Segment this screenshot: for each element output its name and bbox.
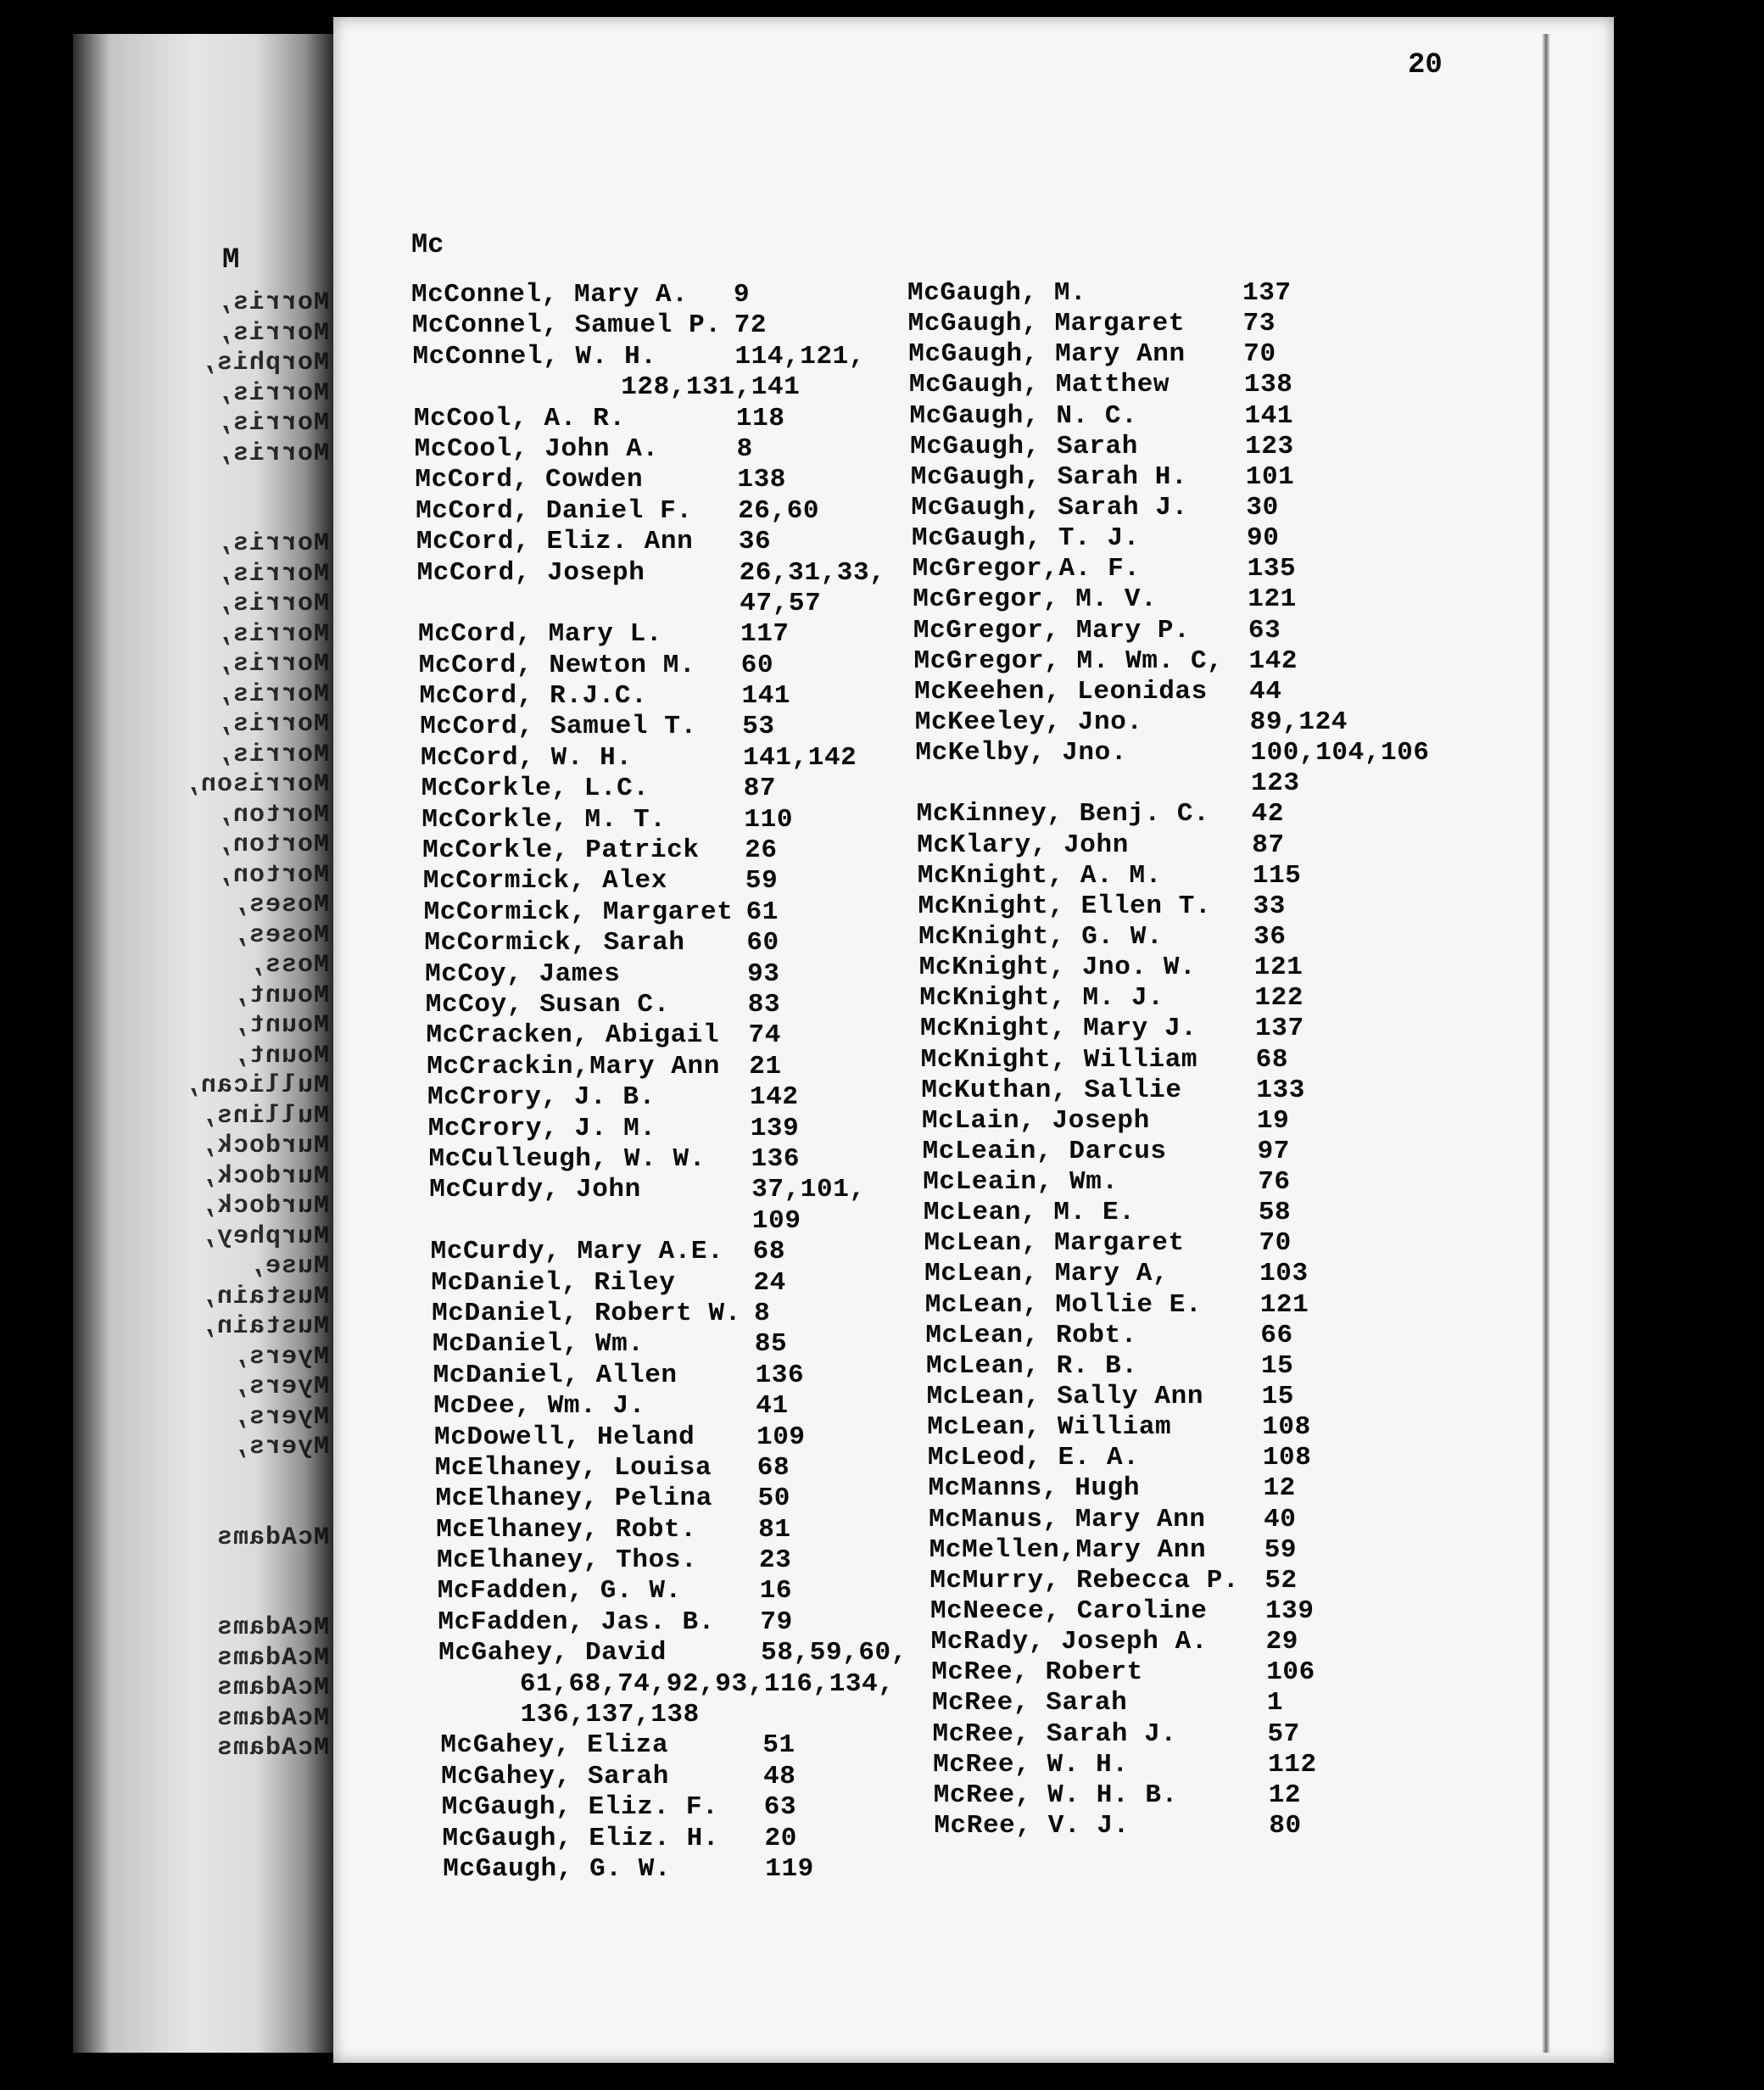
index-entry-name: McLeain, Wm.	[923, 1167, 1119, 1198]
index-entry-continuation: 136,137,138	[520, 1700, 700, 1730]
index-entry-pages: 83	[747, 990, 781, 1020]
index-entry-pages: 44	[1249, 676, 1282, 707]
index-entry-pages: 36	[1253, 921, 1287, 952]
index-entry-pages: 141	[1244, 400, 1294, 431]
index-entry-pages: 60	[746, 928, 779, 958]
index-entry-name: McDaniel, Robert W.	[432, 1298, 741, 1328]
index-entry-name: McManus, Mary Ann	[929, 1504, 1206, 1534]
index-entry-name: McLean, Mary A,	[924, 1259, 1169, 1289]
index-entry-pages: 142	[1248, 645, 1298, 676]
index-entry-pages: 137	[1255, 1014, 1304, 1044]
index-entry-pages: 48	[763, 1761, 796, 1791]
index-entry-name: McConnel, W. H.	[412, 341, 657, 372]
index-entry-name: McLean, Mollie E.	[924, 1289, 1203, 1320]
index-entry-pages: 24	[753, 1267, 786, 1298]
index-entry-name: McCormick, Sarah	[424, 928, 685, 958]
facing-page-line: Morton,	[215, 830, 329, 859]
facing-page-line: Muse,	[248, 1252, 329, 1281]
index-entry-name: McCord, Cowden	[415, 465, 644, 495]
facing-page-line: McAdams	[215, 1703, 329, 1733]
index-entry-name: McCoy, Susan C.	[425, 990, 670, 1020]
index-entry-name: McElhaney, Pelina	[435, 1484, 712, 1514]
facing-page-line: Morris,	[215, 559, 329, 589]
index-entry-pages: 26	[745, 835, 778, 866]
index-entry-name: McKnight, Ellen T.	[918, 891, 1212, 921]
index-entry-pages: 110	[744, 804, 794, 835]
index-entry-name: McGaugh, G. W.	[443, 1854, 672, 1884]
index-entry-pages: 79	[760, 1607, 793, 1637]
index-entry-name: McGaugh, Sarah J.	[911, 492, 1188, 522]
index-entry-name: McKnight, Jno. W.	[918, 953, 1197, 983]
index-entry-pages: 16	[759, 1576, 793, 1607]
facing-page-line: Myers,	[232, 1372, 329, 1401]
index-entry-pages: 137	[1242, 278, 1292, 308]
index-entry-pages: 53	[742, 712, 775, 742]
index-entry-pages: 8	[736, 433, 753, 464]
index-entry-name: McLean, William	[927, 1412, 1172, 1443]
facing-page-line: Morris,	[215, 318, 329, 348]
index-entry-name: McCord, Daniel F.	[416, 495, 693, 526]
index-entry-pages: 36	[738, 527, 772, 557]
index-entry-pages: 68	[756, 1452, 790, 1483]
facing-page-line: McAdams	[215, 1613, 329, 1642]
index-entry-name: McFadden, Jas. B.	[438, 1607, 715, 1637]
facing-page-line: Morris,	[215, 679, 329, 709]
index-entry-name: McCorkle, L.C.	[421, 774, 650, 804]
index-entry-name: McGahey, David	[438, 1638, 667, 1668]
index-entry-pages: 59	[745, 866, 779, 897]
facing-page-line: Morris,	[215, 529, 329, 558]
index-entry-name: McLean, Sally Ann	[926, 1382, 1204, 1412]
index-entry-pages: 76	[1258, 1167, 1291, 1198]
index-entry-pages: 108	[1262, 1443, 1312, 1473]
index-entry-name: McGaugh, T. J.	[912, 523, 1140, 554]
index-entry-name: McCurdy, Mary A.E.	[430, 1237, 724, 1267]
index-entry-name: McMellen,Mary Ann	[929, 1534, 1207, 1565]
index-entry-pages: 40	[1264, 1504, 1297, 1534]
index-entry-name: McDaniel, Riley	[431, 1267, 676, 1298]
index-entry-pages: 26,31,33,	[739, 557, 886, 588]
facing-page-line: Morton,	[215, 860, 329, 890]
index-entry-name: McConnel, Samuel P.	[411, 310, 722, 341]
index-entry-pages: 9	[734, 280, 751, 310]
index-entry-pages: 37,101,	[751, 1175, 866, 1205]
index-entry-pages: 121	[1248, 584, 1297, 615]
facing-page-line	[75, 469, 329, 500]
index-entry-pages: 12	[1268, 1780, 1302, 1810]
index-entry-pages: 89,124	[1249, 707, 1348, 737]
facing-page-line	[75, 1553, 329, 1584]
index-entry-pages: 58,59,60,	[761, 1638, 907, 1668]
index-entry-pages: 68	[1255, 1044, 1289, 1075]
index-entry-pages: 108	[1262, 1412, 1311, 1443]
index-entry-name: McCulleugh, W. W.	[428, 1143, 706, 1174]
facing-page-line	[75, 1463, 329, 1494]
facing-page-line: Morris,	[215, 288, 329, 317]
facing-page-line	[75, 500, 329, 530]
facing-page-letter: M	[222, 244, 240, 277]
index-entry-pages: 117	[740, 619, 790, 650]
index-entry-pages: 81	[758, 1514, 791, 1545]
index-entry-pages: 80	[1269, 1811, 1302, 1841]
index-entry-pages: 90	[1247, 523, 1280, 554]
index-entry-pages: 141,142	[742, 742, 857, 773]
facing-page-line: Murdock,	[199, 1161, 329, 1191]
facing-page-line: Morris,	[215, 740, 329, 769]
index-entry-name: McDee, Wm. J.	[433, 1391, 645, 1422]
index-entry-name: McKeehen, Leonidas	[914, 676, 1208, 707]
index-entry-name: McKnight, A. M.	[917, 860, 1162, 891]
index-entry-name: McKnight, G. W.	[918, 921, 1164, 952]
index-entry-pages: 87	[1252, 830, 1285, 860]
index-entry-name: McRee, Sarah J.	[932, 1718, 1177, 1749]
index-entry-name: McCrackin,Mary Ann	[427, 1051, 720, 1081]
index-entry-name: McLean, R. B.	[925, 1350, 1138, 1381]
facing-page-line: McAdams	[215, 1643, 329, 1673]
index-entry-pages: 139	[750, 1113, 800, 1143]
index-entry-name: McKuthan, Sallie	[921, 1075, 1182, 1105]
index-entry-name: McCormick, Margaret	[423, 897, 734, 927]
facing-page-line: Morris,	[215, 378, 329, 408]
index-entry-pages: 73	[1242, 309, 1276, 339]
facing-page-line: Mustain,	[199, 1282, 329, 1311]
index-entry-continuation: 109	[751, 1205, 801, 1236]
index-entry-continuation: 123	[1251, 768, 1300, 799]
index-entry-name: McRee, Robert	[931, 1657, 1143, 1688]
index-entry-name: McKnight, Mary J.	[920, 1014, 1197, 1044]
facing-page-line: Mullins,	[199, 1101, 329, 1131]
facing-page-line	[75, 1493, 329, 1523]
index-entry-pages: 93	[747, 958, 780, 989]
index-entry-name: McCord, Joseph	[416, 557, 645, 588]
index-entry-name: McGaugh, Margaret	[907, 309, 1186, 339]
index-entry-name: McKlary, John	[917, 830, 1129, 860]
index-entry-name: McCormick, Alex	[422, 866, 667, 897]
index-entry-name: McLean, Robt.	[925, 1320, 1137, 1350]
index-entry-name: McCord, R.J.C.	[419, 681, 648, 712]
facing-page-line: Myers,	[232, 1433, 329, 1461]
index-entry-pages: 63	[1248, 615, 1281, 645]
index-entry-pages: 19	[1256, 1105, 1290, 1136]
index-entry-name: McFadden, G. W.	[437, 1576, 682, 1607]
index-entry-pages: 30	[1246, 492, 1279, 522]
index-entry-name: McCord, Samuel T.	[420, 712, 697, 742]
page-fold-shadow	[1542, 34, 1550, 2053]
index-entry-name: McCord, Mary L.	[418, 619, 663, 650]
index-entry-pages: 115	[1252, 860, 1302, 891]
index-entry-pages: 51	[762, 1730, 795, 1761]
index-entry-name: McLean, Margaret	[924, 1228, 1185, 1259]
index-entry-pages: 50	[757, 1484, 790, 1514]
index-entry-name: McCord, Newton M.	[418, 650, 696, 680]
index-entry-name: McLeod, E. A.	[927, 1443, 1140, 1473]
index-entry-name: McGahey, Sarah	[441, 1761, 669, 1791]
index-entry-name: McCord, Eliz. Ann	[416, 527, 694, 557]
index-entry-name: McRady, Joseph A.	[930, 1627, 1209, 1657]
index-entry-pages: 70	[1243, 339, 1276, 370]
index-entry-pages: 68	[752, 1237, 786, 1267]
facing-page-line: Morton,	[215, 800, 329, 830]
index-entry-name: McGaugh, Sarah H.	[910, 461, 1188, 492]
index-entry-pages: 61	[745, 897, 779, 927]
index-entry-pages: 57	[1267, 1718, 1300, 1749]
index-entry-pages: 15	[1260, 1350, 1294, 1381]
facing-page-line: Morris,	[215, 409, 329, 438]
index-entry-pages: 135	[1247, 554, 1297, 584]
index-entry-pages: 136	[751, 1143, 801, 1174]
index-entry-pages: 136	[755, 1360, 805, 1390]
index-entry-name: McManns, Hugh	[928, 1473, 1141, 1504]
index-entry-name: McCool, A. R.	[413, 403, 626, 433]
index-entry-pages: 74	[748, 1020, 781, 1051]
index-entry-pages: 138	[737, 465, 786, 495]
facing-page-line: Moses,	[232, 891, 329, 919]
index-entry-name: McGahey, Eliza	[440, 1730, 669, 1761]
index-entry-name: McKelby, Jno.	[915, 738, 1128, 768]
index-entry-name: McConnel, Mary A.	[411, 280, 689, 310]
index-entry-pages: 72	[734, 310, 768, 341]
facing-page-line: Mullican,	[183, 1071, 329, 1100]
index-entry-pages: 21	[749, 1051, 782, 1081]
index-entry-name: McElhaney, Thos.	[436, 1545, 698, 1576]
facing-page-line: Murphey,	[199, 1221, 329, 1251]
facing-page-line	[75, 1584, 329, 1614]
index-entry-pages: 23	[758, 1545, 792, 1576]
facing-page-line: Moses,	[232, 920, 329, 950]
index-entry-name: McGaugh, Mary Ann	[908, 339, 1186, 370]
index-entry-pages: 8	[754, 1298, 771, 1328]
index-entry-pages: 33	[1253, 891, 1286, 921]
index-entry-pages: 142	[750, 1082, 799, 1113]
index-entry-name: McDaniel, Wm.	[432, 1329, 645, 1360]
facing-page-line: Morris,	[215, 650, 329, 679]
index-entry-pages: 100,104,106	[1250, 738, 1430, 768]
facing-page-line: Myers,	[232, 1342, 329, 1372]
index-entry-continuation: 61,68,74,92,93,116,134,	[519, 1668, 895, 1699]
facing-page-line: Morris,	[215, 590, 329, 618]
facing-page-line: McAdams	[215, 1674, 329, 1702]
index-entry-pages: 122	[1254, 983, 1304, 1014]
index-entry-name: McKinney, Benj. C.	[916, 799, 1210, 830]
index-entry-pages: 138	[1243, 370, 1293, 400]
index-entry-name: McGaugh, N. C.	[909, 400, 1138, 431]
index-entry-name: McCrory, J. B.	[427, 1082, 656, 1113]
index-entry-name: McGaugh, Eliz. F.	[441, 1792, 719, 1823]
facing-page-line: Mount,	[232, 981, 329, 1010]
index-entry-pages: 66	[1260, 1320, 1293, 1350]
index-entry-name: McCurdy, John	[429, 1175, 641, 1205]
index-entry-pages: 20	[764, 1823, 797, 1853]
index-entry-name: McLain, Joseph	[921, 1105, 1150, 1136]
index-entry-name: McCoy, James	[425, 958, 621, 989]
index-entry-name: McCorkle, Patrick	[422, 835, 700, 866]
facing-page-line: Murdock,	[199, 1132, 329, 1160]
facing-page-line: McAdams	[215, 1523, 329, 1552]
facing-page-line: Myers,	[232, 1402, 329, 1432]
facing-page-line: McAdams	[215, 1734, 329, 1763]
index-entry-name: McElhaney, Robt.	[436, 1514, 697, 1545]
index-entry-name: McRee, Sarah	[931, 1688, 1128, 1718]
section-heading: Mc	[411, 229, 444, 260]
index-entry-name: McElhaney, Louisa	[434, 1452, 712, 1483]
index-entry-name: McLean, M. E.	[923, 1198, 1136, 1228]
index-entry-pages: 1	[1266, 1688, 1284, 1718]
facing-page-line: Mustain,	[199, 1312, 329, 1341]
index-entry-pages: 63	[763, 1792, 797, 1823]
index-entry-name: McGregor, Mary P.	[913, 615, 1191, 645]
index-entry-pages: 139	[1264, 1596, 1315, 1627]
facing-page-line: Morrison,	[183, 770, 329, 799]
facing-page-bleed-through	[75, 288, 329, 1985]
index-entry-name: McCorkle, M. T.	[421, 804, 667, 835]
facing-page-line: Morris,	[215, 619, 329, 649]
index-entry-name: McGaugh, Eliz. H.	[442, 1823, 719, 1853]
index-entry-pages: 141	[741, 681, 791, 712]
index-entry-name: McGaugh, M.	[907, 278, 1087, 308]
index-entry-name: McDowell, Heland	[434, 1422, 695, 1452]
index-entry-name: McCord, W. H.	[420, 742, 633, 773]
index-entry-pages: 87	[743, 774, 777, 804]
index-entry-pages: 121	[1253, 953, 1303, 983]
index-entry-name: McRee, W. H. B.	[933, 1780, 1178, 1810]
facing-page-line: Moss,	[248, 951, 329, 980]
facing-page-line: Morris,	[215, 439, 329, 468]
index-entry-name: McCracken, Abigail	[426, 1020, 720, 1051]
index-entry-pages: 42	[1251, 799, 1285, 830]
index-entry-pages: 15	[1261, 1382, 1294, 1412]
facing-page-line: Mount,	[232, 1041, 329, 1070]
index-entry-name: McNeece, Caroline	[929, 1596, 1208, 1627]
index-entry-pages: 12	[1263, 1473, 1296, 1504]
index-entry-pages: 52	[1264, 1565, 1298, 1595]
index-entry-pages: 29	[1265, 1627, 1298, 1657]
index-entry-name: McKnight, M. J.	[919, 983, 1164, 1014]
index-entry-pages: 103	[1259, 1259, 1309, 1289]
facing-page-line: Morphis,	[199, 349, 329, 377]
index-entry-name: McCrory, J. M.	[427, 1113, 656, 1143]
index-entry-name: McRee, W. H.	[933, 1749, 1129, 1780]
index-entry-name: McMurry, Rebecca P.	[929, 1565, 1240, 1595]
index-entry-pages: 109	[756, 1422, 806, 1452]
index-entry-name: McGaugh, Sarah	[910, 431, 1138, 461]
facing-page-line: Morris,	[215, 710, 329, 739]
index-entry-pages: 133	[1256, 1075, 1305, 1105]
index-entry-pages: 101	[1245, 461, 1295, 492]
index-entry-name: McRee, V. J.	[934, 1811, 1130, 1841]
index-entry-name: McGregor, M. Wm. C,	[913, 645, 1224, 676]
index-entry-pages: 119	[765, 1854, 814, 1884]
index-entry-pages: 97	[1257, 1136, 1290, 1166]
index-entry-pages: 59	[1264, 1534, 1298, 1565]
index-entry-pages: 118	[735, 403, 785, 433]
index-entry-name: McKeeley, Jno.	[914, 707, 1143, 737]
index-entry-pages: 114,121,	[734, 341, 866, 372]
index-entry-name: McGaugh, Matthew	[908, 370, 1170, 400]
index-entry-pages: 41	[756, 1391, 789, 1422]
facing-page-line: Mount,	[232, 1011, 329, 1040]
index-entry-name: McCool, John A.	[414, 433, 659, 464]
index-entry-name: McGregor, M. V.	[913, 584, 1158, 615]
index-entry-pages: 85	[754, 1329, 788, 1360]
index-entry-name: McKnight, William	[920, 1044, 1198, 1075]
index-entry-pages: 123	[1245, 431, 1294, 461]
index-entry-pages: 121	[1259, 1289, 1309, 1320]
index-entry-pages: 106	[1266, 1657, 1315, 1688]
index-entry-name: McLeain, Darcus	[922, 1136, 1167, 1166]
index-entry-pages: 60	[740, 650, 774, 680]
index-entry-name: McGregor,A. F.	[912, 554, 1141, 584]
index-entry-pages: 26,60	[738, 495, 820, 526]
index-entry-pages: 112	[1268, 1749, 1317, 1780]
index-entry-continuation: 47,57	[740, 588, 822, 618]
facing-page-line: Murdock,	[199, 1192, 329, 1221]
index-entry-continuation: 128,131,141	[621, 372, 801, 403]
index-entry-name: McDaniel, Allen	[433, 1360, 678, 1390]
index-entry-pages: 58	[1258, 1198, 1292, 1228]
index-entry-pages: 70	[1259, 1228, 1292, 1259]
page-number: 20	[1408, 49, 1443, 81]
